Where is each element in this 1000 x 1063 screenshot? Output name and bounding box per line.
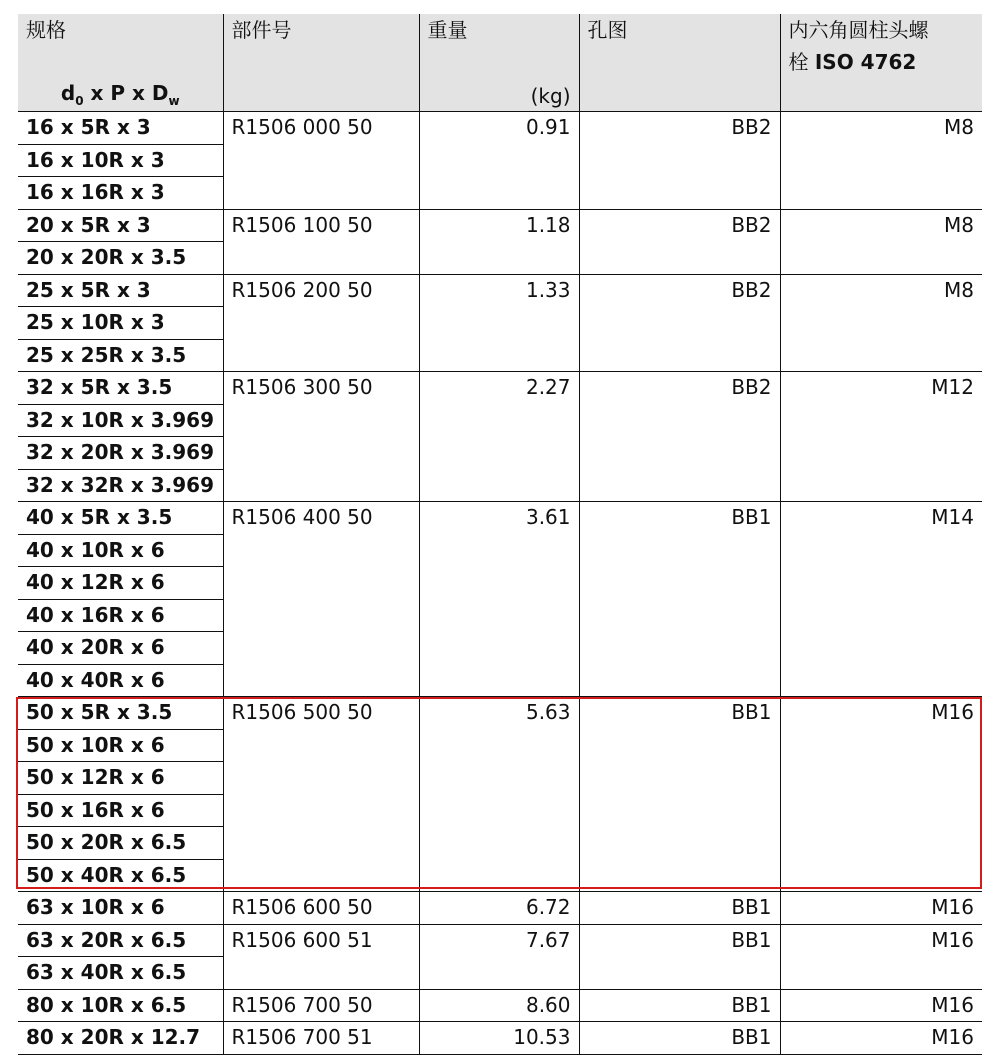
spec-cell: 40 x 12R x 6 <box>18 567 223 600</box>
bolt-cell: M14 <box>780 502 982 697</box>
hole-pattern-cell: BB2 <box>579 112 780 210</box>
spec-cell: 20 x 5R x 3 <box>18 209 223 242</box>
spec-table <box>18 14 982 1055</box>
bolt-cell: M16 <box>780 697 982 892</box>
spec-cell: 40 x 40R x 6 <box>18 664 223 697</box>
part-number-cell: R1506 700 50 <box>223 989 419 1022</box>
header-bolt-line1: 内六角圆柱头螺 <box>788 18 929 42</box>
weight-cell: 2.27 <box>419 372 579 502</box>
spec-cell: 16 x 16R x 3 <box>18 177 223 210</box>
hole-pattern-cell: BB1 <box>579 989 780 1022</box>
bolt-cell: M16 <box>780 924 982 989</box>
spec-cell: 50 x 10R x 6 <box>18 729 223 762</box>
spec-cell: 40 x 5R x 3.5 <box>18 502 223 535</box>
spec-cell: 25 x 5R x 3 <box>18 274 223 307</box>
weight-cell: 7.67 <box>419 924 579 989</box>
hole-pattern-cell: BB1 <box>579 892 780 925</box>
part-number-cell: R1506 400 50 <box>223 502 419 697</box>
header-part-no-label: 部件号 <box>231 18 292 42</box>
symbol-w-subscript: w <box>168 94 180 108</box>
bolt-cell: M16 <box>780 892 982 925</box>
table-row <box>18 1022 982 1055</box>
spec-cell: 50 x 40R x 6.5 <box>18 859 223 892</box>
spec-cell: 20 x 20R x 3.5 <box>18 242 223 275</box>
spec-cell: 63 x 10R x 6 <box>18 892 223 925</box>
bolt-cell: M12 <box>780 372 982 502</box>
table-row <box>18 502 982 535</box>
part-number-cell: R1506 000 50 <box>223 112 419 210</box>
symbol-mid: x P x D <box>83 81 169 105</box>
spec-cell: 63 x 40R x 6.5 <box>18 957 223 990</box>
hole-pattern-cell: BB1 <box>579 924 780 989</box>
table-header <box>18 14 982 112</box>
weight-cell: 1.33 <box>419 274 579 372</box>
hole-pattern-cell: BB2 <box>579 209 780 274</box>
part-number-cell: R1506 100 50 <box>223 209 419 274</box>
header-hole-label: 孔图 <box>587 18 628 42</box>
spec-cell: 32 x 5R x 3.5 <box>18 372 223 405</box>
bolt-cell: M16 <box>780 1022 982 1055</box>
spec-cell: 32 x 32R x 3.969 <box>18 469 223 502</box>
table-row <box>18 112 982 145</box>
bolt-cell: M8 <box>780 209 982 274</box>
table-row <box>18 209 982 242</box>
spec-cell: 50 x 12R x 6 <box>18 762 223 795</box>
hole-pattern-cell: BB1 <box>579 502 780 697</box>
hole-pattern-cell: BB2 <box>579 372 780 502</box>
symbol-d-subscript: 0 <box>75 94 84 108</box>
table-row <box>18 989 982 1022</box>
part-number-cell: R1506 600 50 <box>223 892 419 925</box>
table-row <box>18 372 982 405</box>
spec-cell: 40 x 16R x 6 <box>18 599 223 632</box>
bolt-cell: M16 <box>780 989 982 1022</box>
header-part-no <box>223 14 419 112</box>
table-row <box>18 892 982 925</box>
part-number-cell: R1506 300 50 <box>223 372 419 502</box>
spec-cell: 32 x 20R x 3.969 <box>18 437 223 470</box>
spec-cell: 50 x 16R x 6 <box>18 794 223 827</box>
hole-pattern-cell: BB1 <box>579 1022 780 1055</box>
header-bolt-line2-prefix: 栓 <box>788 50 815 74</box>
table-body <box>18 112 982 1055</box>
hole-pattern-cell: BB2 <box>579 274 780 372</box>
header-bolt-iso: ISO 4762 <box>814 50 917 74</box>
header-weight <box>419 14 579 112</box>
header-weight-label: 重量 <box>427 18 468 42</box>
weight-cell: 10.53 <box>419 1022 579 1055</box>
header-spec <box>18 14 223 112</box>
spec-cell: 32 x 10R x 3.969 <box>18 404 223 437</box>
spec-cell: 63 x 20R x 6.5 <box>18 924 223 957</box>
part-number-cell: R1506 500 50 <box>223 697 419 892</box>
header-spec-label: 规格 <box>26 18 66 42</box>
bolt-cell: M8 <box>780 274 982 372</box>
symbol-d: d <box>60 81 76 105</box>
spec-cell: 25 x 25R x 3.5 <box>18 339 223 372</box>
hole-pattern-cell: BB1 <box>579 697 780 892</box>
part-number-cell: R1506 700 51 <box>223 1022 419 1055</box>
spec-cell: 40 x 10R x 6 <box>18 534 223 567</box>
header-weight-unit: (kg) <box>530 84 571 108</box>
header-spec-symbol <box>26 81 215 108</box>
part-number-cell: R1506 200 50 <box>223 274 419 372</box>
bolt-cell: M8 <box>780 112 982 210</box>
weight-cell: 8.60 <box>419 989 579 1022</box>
spec-cell: 16 x 5R x 3 <box>18 112 223 145</box>
spec-cell: 50 x 20R x 6.5 <box>18 827 223 860</box>
weight-cell: 0.91 <box>419 112 579 210</box>
part-number-cell: R1506 600 51 <box>223 924 419 989</box>
weight-cell: 5.63 <box>419 697 579 892</box>
header-bolt <box>780 14 982 112</box>
spec-cell: 50 x 5R x 3.5 <box>18 697 223 730</box>
spec-cell: 80 x 20R x 12.7 <box>18 1022 223 1055</box>
header-hole <box>579 14 780 112</box>
weight-cell: 6.72 <box>419 892 579 925</box>
spec-cell: 80 x 10R x 6.5 <box>18 989 223 1022</box>
weight-cell: 3.61 <box>419 502 579 697</box>
spec-cell: 40 x 20R x 6 <box>18 632 223 665</box>
header-bolt-label <box>789 14 975 78</box>
spec-cell: 16 x 10R x 3 <box>18 144 223 177</box>
table-row <box>18 274 982 307</box>
spec-cell: 25 x 10R x 3 <box>18 307 223 340</box>
table-row <box>18 697 982 730</box>
table-row <box>18 924 982 957</box>
weight-cell: 1.18 <box>419 209 579 274</box>
header-row <box>18 14 982 112</box>
